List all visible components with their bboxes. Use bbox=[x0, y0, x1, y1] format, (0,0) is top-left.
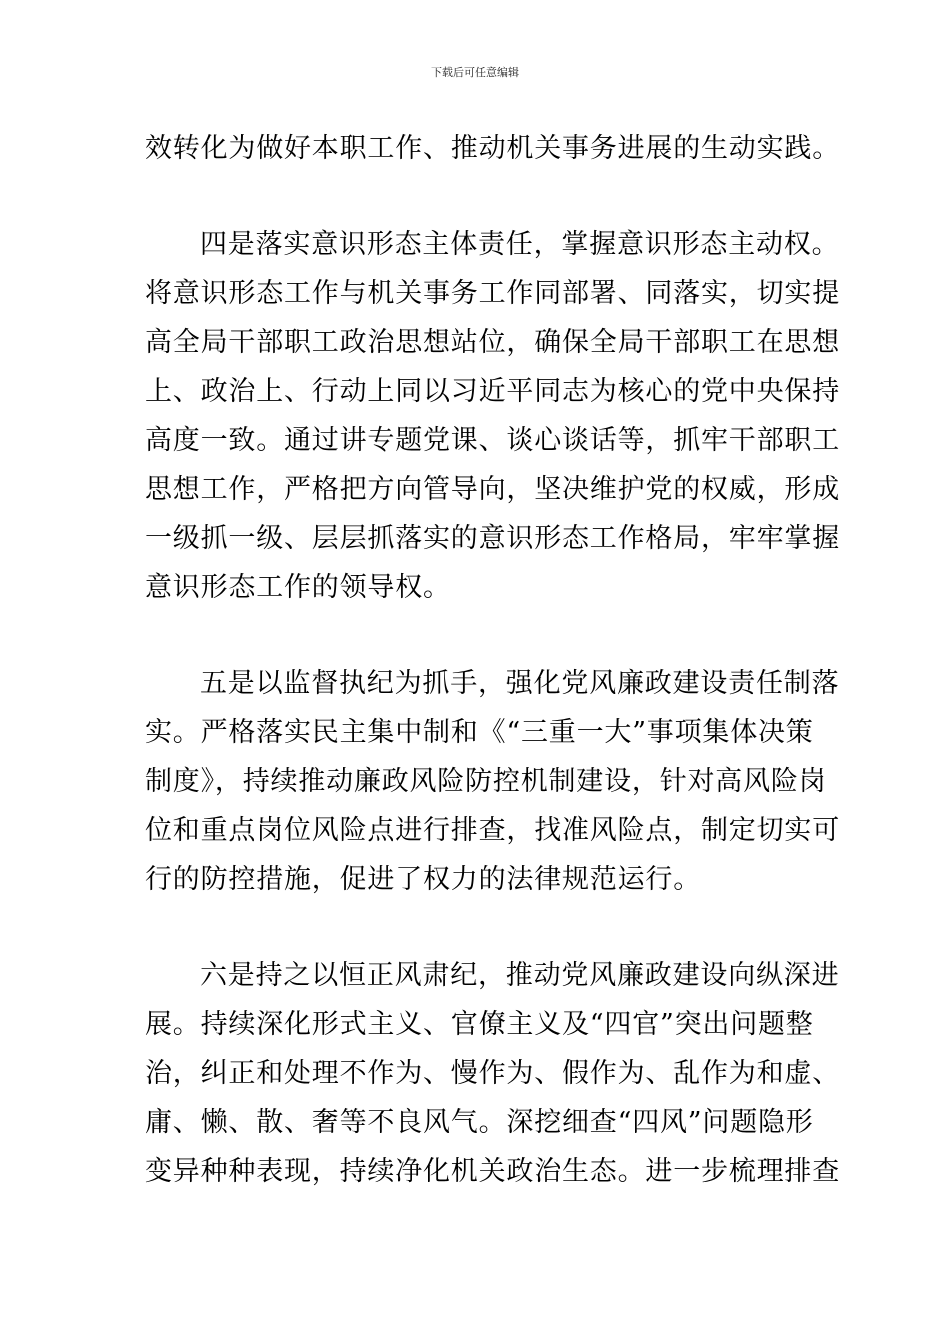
paragraph-gap bbox=[145, 910, 810, 957]
text-line: 变异种种表现，持续净化机关政治生态。进一步梳理排查 bbox=[145, 1156, 840, 1187]
text-line: 一级抓一级、层层抓落实的意识形态工作格局，牢牢掌握 bbox=[145, 523, 840, 554]
text-line: 思想工作，严格把方向管导向，坚决维护党的权威，形成 bbox=[145, 474, 840, 505]
text-line: 意识形态工作的领导权。 bbox=[145, 572, 451, 603]
paragraph-four bbox=[145, 226, 840, 618]
text-line: 位和重点岗位风险点进行排查，找准风险点，制定切实可 bbox=[145, 815, 840, 846]
paragraph-six bbox=[145, 957, 840, 1202]
text-line: 高全局干部职工政治思想站位，确保全局干部职工在思想 bbox=[145, 327, 840, 358]
text-line: 高度一致。通过讲专题党课、谈心谈话等，抓牢干部职工 bbox=[145, 425, 840, 456]
paragraph-gap bbox=[145, 618, 810, 665]
page-header: 下载后可任意编辑 bbox=[431, 66, 519, 79]
text-line: 庸、懒、散、奢等不良风气。深挖细查“四风”问题隐形 bbox=[145, 1107, 814, 1138]
text-line: 制度》，持续推动廉政风险防控机制建设，针对高风险岗 bbox=[145, 766, 827, 797]
document-body bbox=[145, 130, 840, 1202]
text-line: 将意识形态工作与机关事务工作同部署、同落实，切实提 bbox=[145, 278, 840, 309]
text-line: 实。严格落实民主集中制和《“三重一大”事项集体决策 bbox=[145, 717, 814, 748]
text-line: 效转化为做好本职工作、推动机关事务进展的生动实践。 bbox=[145, 133, 840, 164]
paragraph-five bbox=[145, 665, 840, 910]
text-line: 治，纠正和处理不作为、慢作为、假作为、乱作为和虚、 bbox=[145, 1058, 840, 1089]
text-line: 六是持之以恒正风肃纪，推动党风廉政建设向纵深进 bbox=[200, 960, 840, 991]
paragraph-gap bbox=[145, 179, 810, 226]
text-line: 行的防控措施，促进了权力的法律规范运行。 bbox=[145, 864, 701, 895]
paragraph-continuation bbox=[145, 130, 840, 179]
text-line: 四是落实意识形态主体责任，掌握意识形态主动权。 bbox=[200, 229, 840, 260]
text-line: 上、政治上、行动上同以习近平同志为核心的党中央保持 bbox=[145, 376, 840, 407]
text-line: 五是以监督执纪为抓手，强化党风廉政建设责任制落 bbox=[200, 668, 840, 699]
text-line: 展。持续深化形式主义、官僚主义及“四官”突出问题整 bbox=[145, 1009, 814, 1040]
